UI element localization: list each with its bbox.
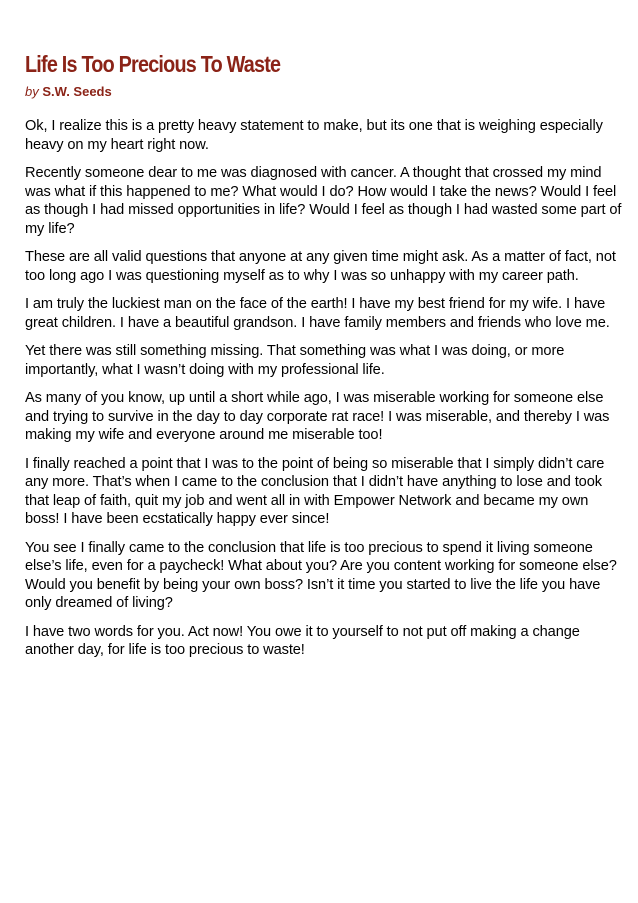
- article-body: [25, 117, 625, 660]
- paragraph-5: Yet there was still something missing. That something was what I was doing, or more importantly, what I wasn’t doing with my professional life.: [25, 343, 565, 378]
- paragraph-8: You see I finally came to the conclusion that life is too precious to spend it living someone else’s life, even for a paycheck! What about you? Are you content working for someone else? Would you benefit by being your own boss? Isn’t it time you started to live the life you have only dreamed of living?: [25, 539, 617, 611]
- paragraph-6: As many of you know, up until a short while ago, I was miserable working for someone else and trying to survive in the day to day corporate rat race! I was miserable, and thereby I was making my wife and everyone around me miserable too!: [25, 390, 610, 443]
- author-name: S.W. Seeds: [42, 84, 112, 99]
- paragraph-4: I am truly the luckiest man on the face of the earth! I have my best friend for my wife. I have great children. I have a beautiful grandson. I have family members and friends who love me.: [25, 296, 610, 331]
- byline-prefix: by: [25, 84, 39, 99]
- article-title: Life Is Too Precious To Waste: [25, 51, 281, 77]
- document-page: [25, 50, 625, 670]
- paragraph-9: I have two words for you. Act now! You owe it to yourself to not put off making a change another day, for life is too precious to waste!: [25, 623, 580, 658]
- paragraph-2: Recently someone dear to me was diagnosed with cancer. A thought that crossed my mind was what if this happened to me? What would I do? How would I take the news? Would I feel as though I had missed opportunities in life? Would I feel as though I had wasted some part of my life?: [25, 165, 622, 237]
- paragraph-7: I finally reached a point that I was to the point of being so miserable that I simply didn’t care any more. That’s when I came to the conclusion that I didn’t have anything to lose and took that leap of faith, quit my job and went all in with Empower Network and became my own boss! I have been ecstatically happy ever since!: [25, 455, 605, 527]
- paragraph-1: Ok, I realize this is a pretty heavy statement to make, but its one that is weighing especially heavy on my heart right now.: [25, 118, 603, 153]
- byline: [25, 83, 625, 101]
- paragraph-3: These are all valid questions that anyone at any given time might ask. As a matter of fact, not too long ago I was questioning myself as to why I was so unhappy with my career path.: [25, 249, 616, 284]
